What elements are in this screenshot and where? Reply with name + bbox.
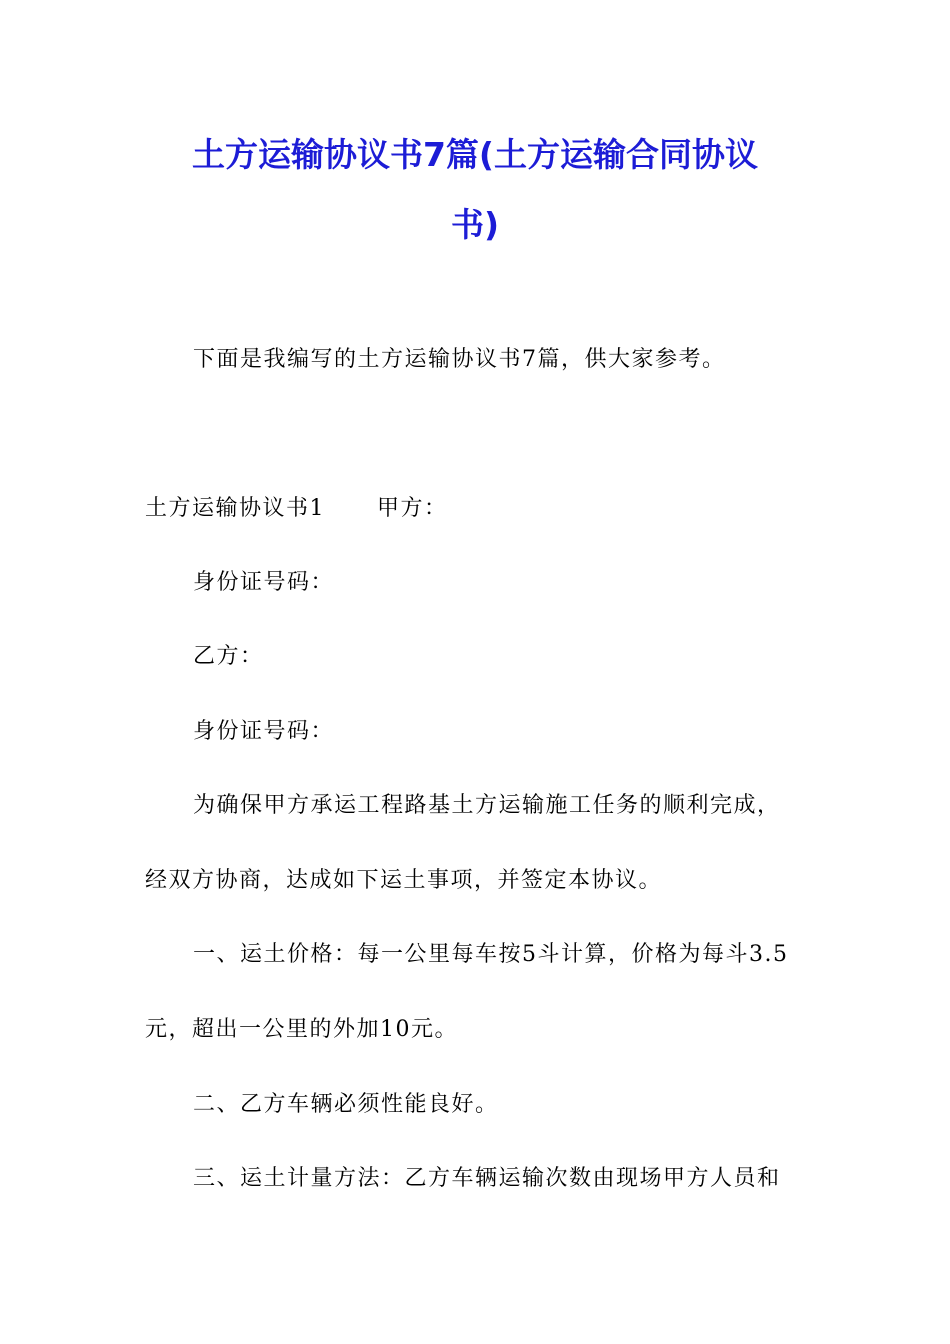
section-heading: 土方运输协议书1: [145, 496, 325, 521]
purpose-paragraph-line-2: 经双方协商，达成如下运土事项，并签定本协议。: [145, 868, 663, 893]
clause-2: 二、乙方车辆必须性能良好。: [193, 1092, 499, 1117]
document-title-line-1: 土方运输协议书7篇(土方运输合同协议: [191, 135, 759, 174]
purpose-paragraph-line-1: 为确保甲方承运工程路基土方运输施工任务的顺利完成，: [193, 793, 781, 818]
clause-3-line-1: 三、运土计量方法：乙方车辆运输次数由现场甲方人员和: [193, 1166, 781, 1191]
party-a-label: 甲方：: [377, 496, 448, 521]
id-number-label-a: 身份证号码：: [193, 570, 335, 595]
clause-1-line-1: 一、运土价格：每一公里每车按5斗计算，价格为每斗3.5: [193, 942, 789, 967]
id-number-label-b: 身份证号码：: [193, 719, 335, 744]
document-title-line-2: 书): [450, 205, 500, 244]
section-heading-row: [145, 494, 448, 524]
clause-1-line-2: 元，超出一公里的外加10元。: [145, 1017, 458, 1042]
party-b-label: 乙方：: [193, 644, 264, 669]
intro-paragraph: 下面是我编写的土方运输协议书7篇，供大家参考。: [193, 347, 726, 372]
